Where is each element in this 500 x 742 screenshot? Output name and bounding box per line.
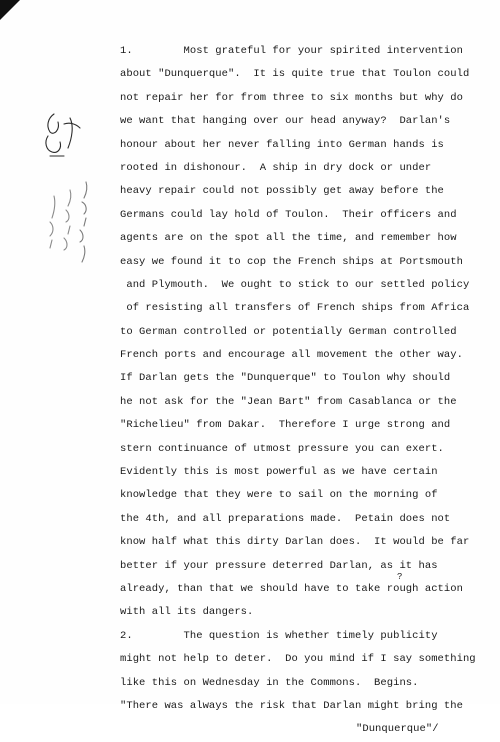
text-line: 2. The question is whether timely publicity xyxy=(120,629,438,642)
text-line: might not help to deter. Do you mind if I say something xyxy=(120,653,476,666)
handwritten-caret-mark: ? xyxy=(397,572,403,582)
text-line: knowledge that they were to sail on the morning of xyxy=(120,489,438,502)
text-line: stern continuance of utmost pressure you can exert. xyxy=(120,442,444,455)
text-line: easy we found it to cop the French ships at Portsmouth xyxy=(120,255,463,268)
text-line: to German controlled or potentially German controlled xyxy=(120,325,457,338)
text-line: the 4th, and all preparations made. Petain does not xyxy=(120,512,451,525)
text-line: rooted in dishonour. A ship in dry dock or under xyxy=(120,161,432,174)
margin-scribble-icon xyxy=(40,112,110,352)
text-line: better if your pressure deterred Darlan, as it has xyxy=(120,559,438,572)
text-line: like this on Wednesday in the Commons. Begins. xyxy=(120,676,419,689)
text-line: know half what this dirty Darlan does. It would be far xyxy=(120,536,470,549)
text-line: agents are on the spot all the time, and remember how xyxy=(120,232,457,245)
text-line: with all its dangers. xyxy=(120,606,254,619)
text-line: of resisting all transfers of French ships from Africa xyxy=(120,302,470,315)
text-line: If Darlan gets the "Dunquerque" to Toulon why should xyxy=(120,372,451,385)
text-line: heavy repair could not possibly get away before the xyxy=(120,185,444,198)
text-line: not repair her for from three to six months but why do xyxy=(120,91,463,104)
text-line: Germans could lay hold of Toulon. Their officers and xyxy=(120,208,457,221)
handwritten-margin-annotation xyxy=(40,112,110,352)
text-line: 1. Most grateful for your spirited intervention xyxy=(120,45,463,57)
text-line: already, than that we should have to take rough action xyxy=(120,582,463,595)
continuation-line: "Dunquerque"/ xyxy=(356,723,439,736)
letter-body xyxy=(120,40,476,742)
text-line: Evidently this is most powerful as we have certain xyxy=(120,466,438,479)
text-line: and Plymouth. We ought to stick to our settled policy xyxy=(120,278,470,291)
text-line: he not ask for the "Jean Bart" from Casablanca or the xyxy=(120,395,457,408)
text-line: French ports and encourage all movement the other way. xyxy=(120,349,463,362)
text-line: about "Dunquerque". It is quite true that Toulon could xyxy=(120,68,470,81)
text-line: "There was always the risk that Darlan might bring the xyxy=(120,699,463,712)
folded-corner xyxy=(0,0,20,20)
text-line: "Richelieu" from Dakar. Therefore I urge strong and xyxy=(120,419,451,432)
text-line: we want that hanging over our head anyway? Darlan's xyxy=(120,115,451,128)
text-line: honour about her never falling into German hands is xyxy=(120,138,444,151)
